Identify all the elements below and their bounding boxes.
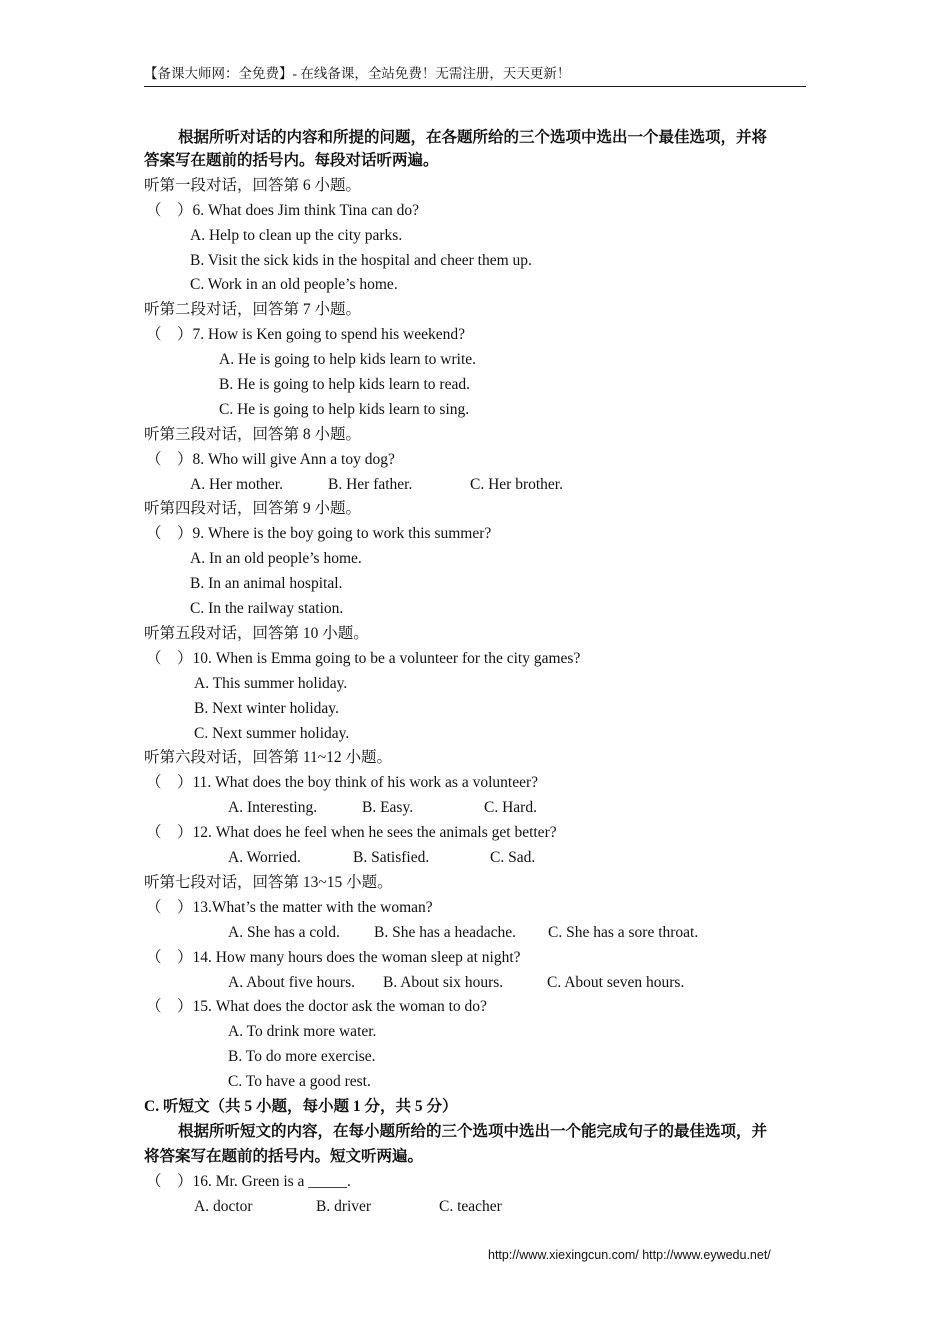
dialogue-1-intro: 听第一段对话，回答第 6 小题。 <box>144 177 362 194</box>
q11-option-a: A. Interesting. <box>228 799 318 816</box>
question-14: （ ）14. How many hours does the woman sleep at night? <box>146 949 521 966</box>
instructions-b-line2: 答案写在题前的括号内。每段对话听两遍。 <box>144 152 439 169</box>
q14-option-b: B. About six hours. <box>383 974 504 991</box>
q9-option-b: B. In an animal hospital. <box>190 575 343 592</box>
dialogue-2-intro: 听第二段对话，回答第 7 小题。 <box>144 301 362 318</box>
page-footer: http://www.xiexingcun.com/ http://www.eywedu.net/ <box>488 1248 771 1262</box>
dialogue-5-intro: 听第五段对话，回答第 10 小题。 <box>144 625 369 642</box>
q13-option-c: C. She has a sore throat. <box>548 924 699 941</box>
dialogue-6-intro: 听第六段对话，回答第 11~12 小题。 <box>144 749 393 766</box>
page-header: 【备课大师网：全免费】- 在线备课，全站免费！无需注册，天天更新！ <box>144 64 806 87</box>
q8-option-c: C. Her brother. <box>470 476 563 493</box>
question-8: （ ）8. Who will give Ann a toy dog? <box>146 451 395 468</box>
q9-option-a: A. In an old people’s home. <box>190 550 362 567</box>
question-11: （ ）11. What does the boy think of his work as a volunteer? <box>146 774 539 791</box>
q9-option-c: C. In the railway station. <box>190 600 344 617</box>
q15-option-c: C. To have a good rest. <box>228 1073 371 1090</box>
dialogue-7-intro: 听第七段对话，回答第 13~15 小题。 <box>144 874 393 891</box>
question-6: （ ）6. What does Jim think Tina can do? <box>146 202 419 219</box>
q7-option-b: B. He is going to help kids learn to read. <box>219 376 470 393</box>
q6-option-c: C. Work in an old people’s home. <box>190 276 398 293</box>
q7-option-a: A. He is going to help kids learn to write. <box>219 351 476 368</box>
question-10: （ ）10. When is Emma going to be a volunteer for the city games? <box>146 650 581 667</box>
q16-option-a: A. doctor <box>194 1198 253 1215</box>
q8-option-b: B. Her father. <box>328 476 413 493</box>
instructions-b-line1: 根据所听对话的内容和所提的问题，在各题所给的三个选项中选出一个最佳选项，并将 <box>178 129 768 146</box>
dialogue-4-intro: 听第四段对话，回答第 9 小题。 <box>144 500 362 517</box>
q10-option-b: B. Next winter holiday. <box>194 700 339 717</box>
q6-option-b: B. Visit the sick kids in the hospital and cheer them up. <box>190 252 532 269</box>
question-13: （ ）13.What’s the matter with the woman? <box>146 899 433 916</box>
question-15: （ ）15. What does the doctor ask the woman to do? <box>146 998 487 1015</box>
q11-option-b: B. Easy. <box>362 799 414 816</box>
q12-option-c: C. Sad. <box>490 849 536 866</box>
section-c-title: C. 听短文（共 5 小题，每小题 1 分，共 5 分） <box>144 1098 458 1115</box>
section-c-instructions-line1: 根据所听短文的内容，在每小题所给的三个选项中选出一个能完成句子的最佳选项，并 <box>178 1123 768 1140</box>
q11-option-c: C. Hard. <box>484 799 537 816</box>
q8-option-a: A. Her mother. <box>190 476 283 493</box>
q16-option-b: B. driver <box>316 1198 372 1215</box>
section-c-instructions-line2: 将答案写在题前的括号内。短文听两遍。 <box>144 1148 424 1165</box>
q15-option-b: B. To do more exercise. <box>228 1048 376 1065</box>
q10-option-c: C. Next summer holiday. <box>194 725 350 742</box>
q7-option-c: C. He is going to help kids learn to sing. <box>219 401 470 418</box>
q13-option-a: A. She has a cold. <box>228 924 340 941</box>
q16-option-c: C. teacher <box>439 1198 502 1215</box>
question-7: （ ）7. How is Ken going to spend his weekend? <box>146 326 465 343</box>
dialogue-3-intro: 听第三段对话，回答第 8 小题。 <box>144 426 362 443</box>
q12-option-b: B. Satisfied. <box>353 849 430 866</box>
q10-option-a: A. This summer holiday. <box>194 675 348 692</box>
q14-option-c: C. About seven hours. <box>547 974 685 991</box>
question-9: （ ）9. Where is the boy going to work this summer? <box>146 525 492 542</box>
q12-option-a: A. Worried. <box>228 849 301 866</box>
q13-option-b: B. She has a headache. <box>374 924 517 941</box>
q14-option-a: A. About five hours. <box>228 974 356 991</box>
question-12: （ ）12. What does he feel when he sees the animals get better? <box>146 824 557 841</box>
q6-option-a: A. Help to clean up the city parks. <box>190 227 403 244</box>
question-16: （ ）16. Mr. Green is a _____. <box>146 1173 351 1190</box>
q15-option-a: A. To drink more water. <box>228 1023 377 1040</box>
